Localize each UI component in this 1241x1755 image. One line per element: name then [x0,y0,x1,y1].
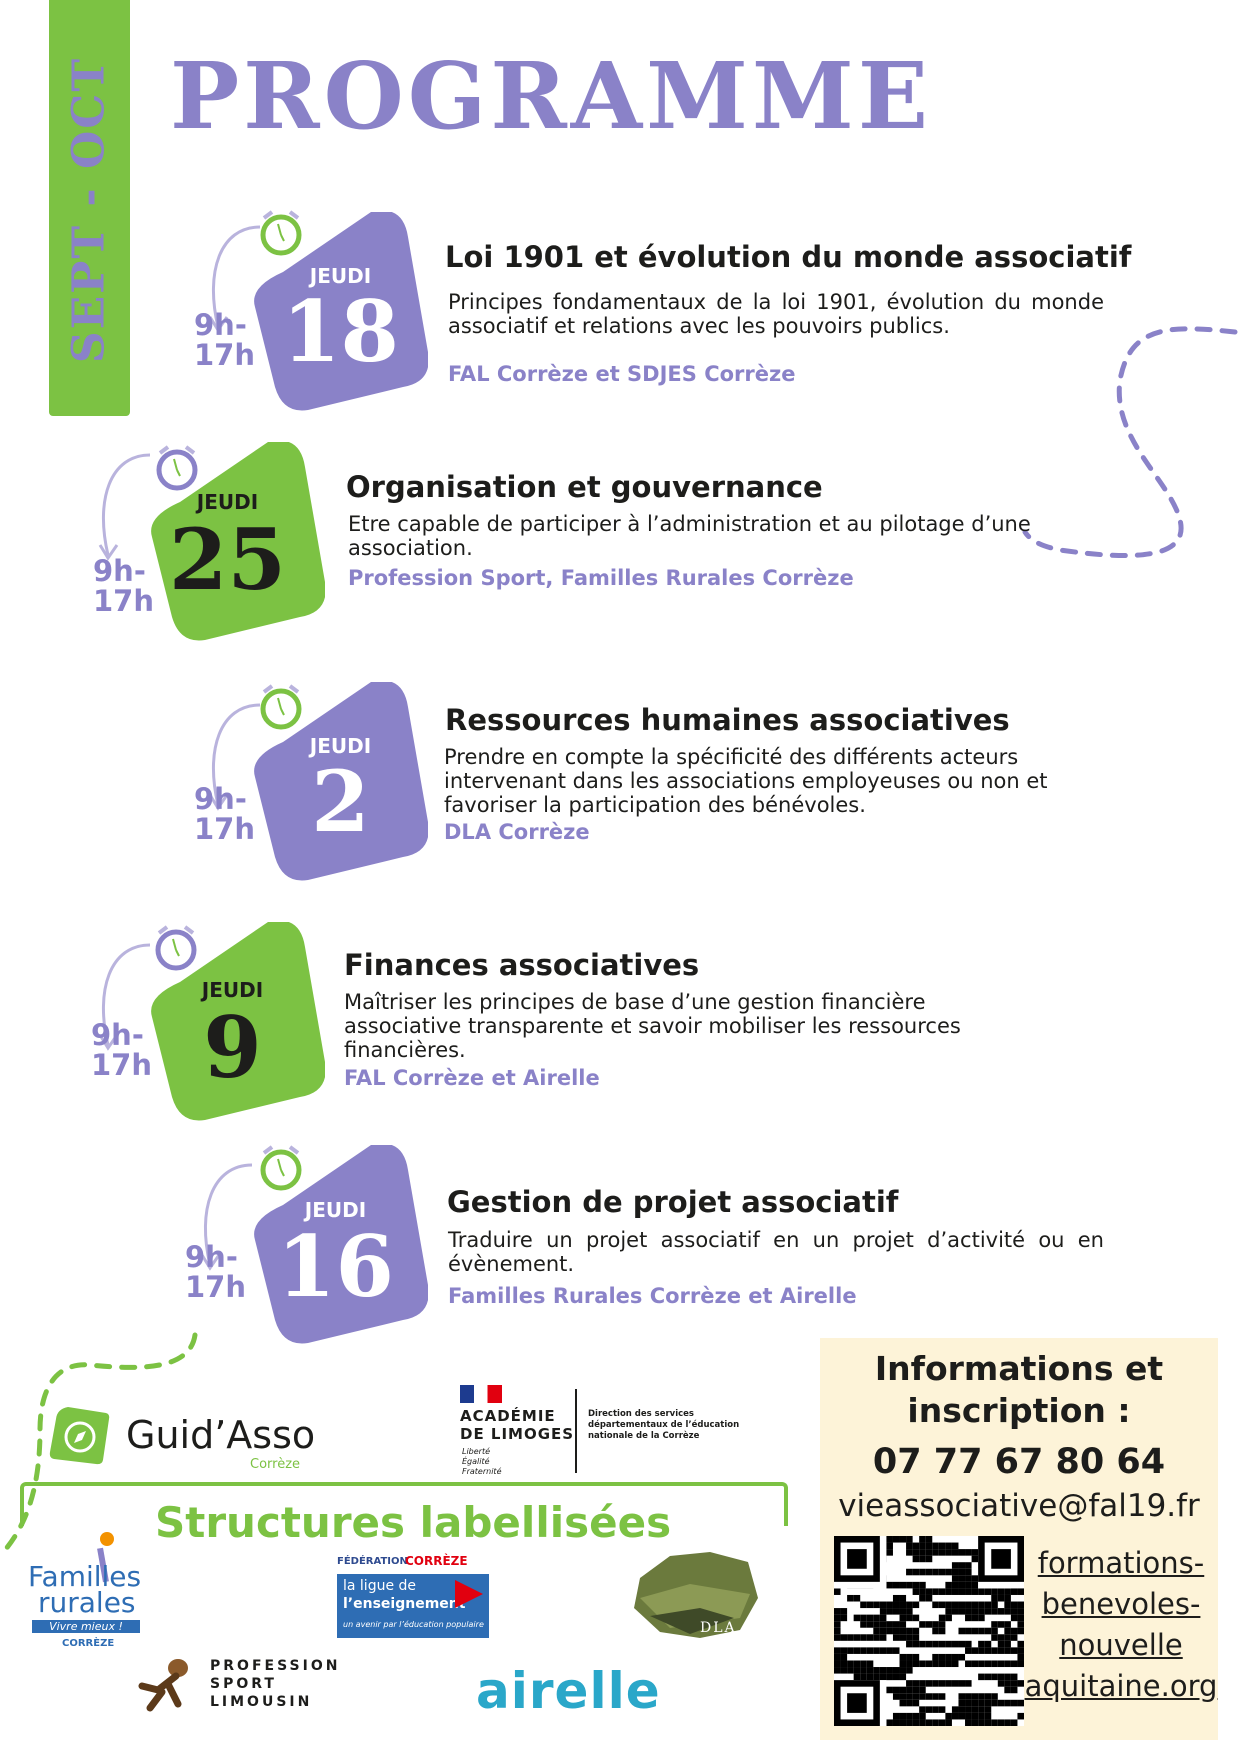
session-description: Etre capable de participer à l’administration et au pilotage d’une association. [348,512,1031,560]
badge-day-label: JEUDI [309,734,372,758]
session-title: Gestion de projet associatif [447,1185,899,1219]
session-description: Traduire un projet associatif en un projet d’activité ou en évènement. [448,1228,1104,1276]
familles-rurales-logo [28,1532,148,1652]
profession-line-1: PROFESSION [210,1658,341,1674]
info-email[interactable]: vieassociative@fal19.fr [838,1488,1200,1524]
info-box [820,1338,1218,1740]
guidasso-logo [48,1405,318,1475]
session-hours: 9h- 17h [185,1240,247,1304]
flag-icon [460,1385,502,1403]
ligue-enseignement-logo [337,1556,497,1646]
session-description: Maîtriser les principes de base d’une gestion financière associative transparente et savoir mobiliser les ressources financières. [344,990,961,1062]
academie-line-2: DE LIMOGES [460,1425,575,1443]
session-organizers: FAL Corrèze et SDJES Corrèze [448,362,796,386]
familles-tag: Vivre mieux ! [32,1620,140,1633]
badge-day-label: JEUDI [196,490,259,514]
dsden-label: Direction des services départementaux de l’éducation nationale de la Corrèze [588,1409,740,1441]
athlete-icon [138,1656,202,1712]
session-title: Ressources humaines associatives [445,703,1010,737]
badge-day-number: 16 [277,1217,394,1316]
session-organizers: FAL Corrèze et Airelle [344,1066,600,1090]
guidasso-name: Guid’Asso [126,1413,316,1457]
ligue-line-2: l’enseignement [343,1596,466,1612]
session-hours: 9h- 17h [93,554,155,618]
session-description: Prendre en compte la spécificité des différents acteurs intervenant dans les associations employeuses ou non et favoriser la participation des bénévoles. [444,745,1048,817]
profession-line-2: SPORT [210,1676,277,1692]
guidasso-sub: Corrèze [250,1457,301,1472]
date-range-tag [49,0,130,416]
dla-label: DLA [700,1620,737,1636]
familles-line-2: rurales [38,1586,136,1619]
divider [575,1389,577,1473]
familles-sub: CORRÈZE [62,1638,115,1649]
alarm-clock-icon [154,443,200,493]
compass-icon [48,1405,110,1467]
session-hours: 9h- 17h [194,308,256,372]
session-hours: 9h- 17h [194,782,256,846]
session-title: Organisation et gouvernance [346,470,823,504]
date-range-label: SEPT - OCT [63,56,115,364]
page-title: PROGRAMME [170,42,932,150]
session-title: Finances associatives [344,948,700,982]
qr-code-icon[interactable] [834,1536,1024,1726]
badge-day-number: 18 [282,282,399,381]
alarm-clock-icon [258,682,304,732]
info-phone[interactable]: 07 77 67 80 64 [872,1442,1166,1482]
badge-day-number: 9 [203,998,262,1097]
academie-motto: Liberté Égalité Fraternité [462,1447,502,1476]
session-hours: 9h- 17h [91,1018,153,1082]
session-organizers: Profession Sport, Familles Rurales Corrèze [348,566,854,590]
badge-day-label: JEUDI [201,978,264,1002]
structures-title: Structures labellisées [155,1498,672,1547]
airelle-logo: airelle [476,1662,661,1720]
arrow-icon [455,1580,483,1608]
profession-sport-logo [138,1656,358,1716]
info-title: Informations et inscription : [874,1349,1164,1430]
alarm-clock-icon [258,208,304,258]
badge-day-number: 25 [169,510,286,609]
session-organizers: Familles Rurales Corrèze et Airelle [448,1284,857,1308]
familles-line-1: Familles [28,1560,142,1593]
ligue-top-1: FÉDÉRATION [337,1556,408,1567]
alarm-clock-icon [153,923,199,973]
badge-day-number: 2 [311,752,370,851]
dla-logo [630,1548,762,1640]
alarm-clock-icon [258,1143,304,1193]
info-website-link[interactable]: formations-benevoles-nouvelle aquitaine.org [1024,1546,1218,1703]
session-title: Loi 1901 et évolution du monde associatif [445,240,1132,274]
badge-day-label: JEUDI [304,1198,367,1222]
ligue-top-2: CORRÈZE [405,1554,468,1568]
ligue-tag: un avenir par l’éducation populaire [343,1620,484,1629]
badge-day-label: JEUDI [309,264,372,288]
session-description: Principes fondamentaux de la loi 1901, évolution du monde associatif et relations avec les pouvoirs publics. [448,290,1104,338]
academie-logo [460,1385,780,1475]
ligue-line-1: la ligue de [343,1578,417,1594]
academie-line-1: ACADÉMIE [460,1407,556,1425]
profession-line-3: LIMOUSIN [210,1694,313,1710]
session-organizers: DLA Corrèze [444,820,590,844]
